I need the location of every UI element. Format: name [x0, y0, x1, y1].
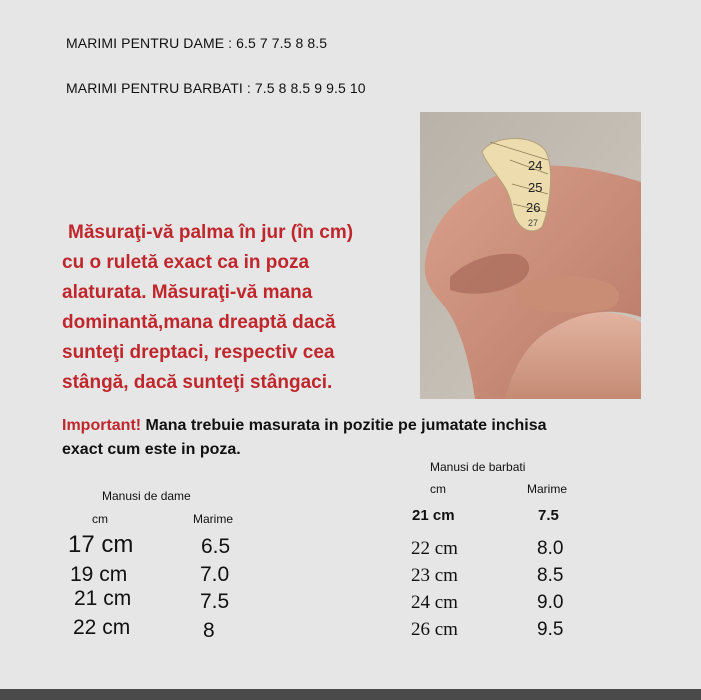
women-row-cm: 19 cm [70, 563, 128, 586]
instruction-line: cu o ruletă exact ca in poza [62, 252, 310, 273]
men-row-cm: 22 cm [411, 538, 458, 559]
tape-number: 25 [528, 180, 543, 195]
women-row-size: 7.0 [200, 563, 230, 586]
hand-measuring-photo [420, 112, 641, 399]
women-row-size: 8 [203, 619, 215, 642]
men-row-size: 9.0 [537, 592, 564, 613]
men-first-row-cm: 21 cm [412, 507, 455, 524]
men-row-size: 9.5 [537, 619, 564, 640]
instruction-line: sunteţi dreptaci, respectiv cea [62, 342, 335, 363]
important-keyword: Important! [62, 417, 142, 434]
men-first-row-size: 7.5 [538, 507, 559, 524]
instruction-line: alaturata. Măsuraţi-vă mana [62, 282, 313, 303]
men-col-cm: cm [430, 482, 446, 496]
women-row-cm: 21 cm [74, 587, 132, 610]
important-note [62, 414, 547, 462]
tape-number: 24 [528, 158, 543, 173]
women-row-cm: 17 cm [68, 531, 134, 558]
women-sizes-line: MARIMI PENTRU DAME : 6.5 7 7.5 8 8.5 [66, 35, 328, 51]
women-row-size: 7.5 [200, 590, 230, 613]
men-row-cm: 23 cm [411, 565, 458, 586]
important-text-line1: Mana trebuie masurata in pozitie pe jumatate inchisa [141, 417, 547, 434]
women-col-size: Marime [193, 512, 234, 526]
instruction-line: Măsuraţi-vă palma în jur (în cm) [68, 222, 354, 243]
men-row-cm: 26 cm [411, 619, 458, 640]
bottom-border [0, 689, 701, 700]
women-col-cm: cm [92, 512, 108, 526]
men-row-cm: 24 cm [411, 592, 458, 613]
tape-number: 27 [528, 218, 539, 228]
hand-tape-illustration [420, 112, 641, 399]
men-sizes-line: MARIMI PENTRU BARBATI : 7.5 8 8.5 9 9.5 10 [66, 80, 366, 96]
men-table-title: Manusi de barbati [430, 460, 526, 474]
men-row-size: 8.0 [537, 538, 564, 559]
instruction-line: dominantă,mana dreaptă dacă [62, 312, 336, 333]
women-row-cm: 22 cm [73, 616, 131, 639]
tape-number: 26 [526, 200, 541, 215]
women-row-size: 6.5 [201, 535, 231, 558]
women-table-title: Manusi de dame [102, 489, 191, 503]
measurement-instructions [62, 218, 412, 398]
instruction-line: stângă, dacă sunteţi stângaci. [62, 372, 333, 393]
important-text-line2: exact cum este in poza. [62, 441, 241, 458]
men-col-size: Marime [527, 482, 568, 496]
men-row-size: 8.5 [537, 565, 564, 586]
